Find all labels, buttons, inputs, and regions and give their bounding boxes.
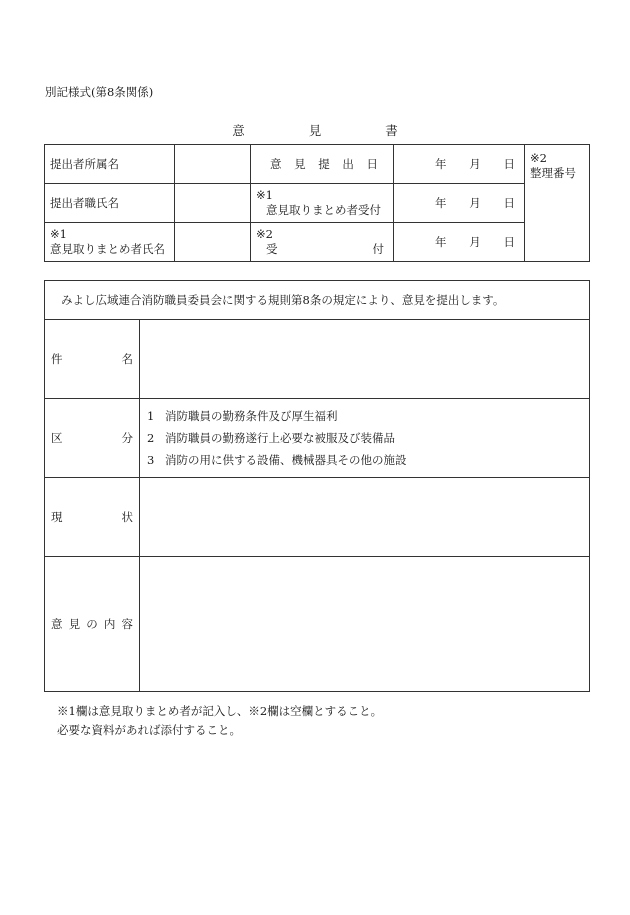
compiler-note: ※1 bbox=[50, 227, 67, 241]
compiler-label: 意見取りまとめ者氏名 bbox=[50, 242, 165, 256]
accept-label-cell bbox=[251, 223, 394, 262]
accept-label-1: 受 bbox=[266, 242, 278, 256]
submitter-name-label: 提出者職氏名 bbox=[45, 184, 175, 223]
submitter-dept-label: 提出者所属名 bbox=[45, 145, 175, 184]
submission-date-label bbox=[251, 145, 394, 184]
form-label: 別記様式(第8条関係) bbox=[45, 85, 154, 99]
submission-date-label-char: 見 bbox=[294, 156, 306, 171]
opinion-table bbox=[44, 280, 590, 692]
current-status-label: 現 状 bbox=[45, 478, 140, 557]
category-label: 区 分 bbox=[45, 399, 140, 478]
category-option-2[interactable]: 2 消防職員の勤務遂行上必要な被服及び装備品 bbox=[147, 431, 395, 445]
submission-date-label-char: 意 bbox=[270, 156, 282, 171]
submission-date-field[interactable] bbox=[394, 145, 525, 184]
receipt-label: 意見取りまとめ者受付 bbox=[266, 203, 381, 217]
current-status-field[interactable] bbox=[140, 478, 590, 557]
submission-date-label-char: 日 bbox=[366, 156, 378, 171]
receipt-date-field[interactable] bbox=[394, 184, 525, 223]
accept-date-field[interactable] bbox=[394, 223, 525, 262]
submitter-dept-field[interactable] bbox=[175, 145, 251, 184]
header-table bbox=[44, 144, 590, 262]
subject-label: 件 名 bbox=[45, 320, 140, 399]
submitter-name-field[interactable] bbox=[175, 184, 251, 223]
year-label: 年 bbox=[435, 195, 447, 210]
receipt-note: ※1 bbox=[256, 188, 273, 202]
month-label: 月 bbox=[469, 156, 481, 171]
day-label: 日 bbox=[503, 234, 515, 249]
submission-date-label-char: 出 bbox=[342, 156, 354, 171]
category-option-3[interactable]: 3 消防の用に供する設備、機械器具その他の施設 bbox=[147, 453, 407, 467]
accept-note: ※2 bbox=[256, 227, 273, 241]
month-label: 月 bbox=[469, 195, 481, 210]
opinion-content-field[interactable] bbox=[140, 557, 590, 692]
footnote-1: ※1欄は意見取りまとめ者が記入し、※2欄は空欄とすること。 bbox=[57, 704, 383, 718]
ref-note: ※2 bbox=[530, 151, 547, 165]
day-label: 日 bbox=[503, 195, 515, 210]
day-label: 日 bbox=[503, 156, 515, 171]
year-label: 年 bbox=[435, 234, 447, 249]
category-options[interactable] bbox=[140, 399, 590, 478]
month-label: 月 bbox=[469, 234, 481, 249]
reference-number-cell[interactable] bbox=[525, 145, 590, 262]
intro-statement: みよし広域連合消防職員委員会に関する規則第8条の規定により、意見を提出します。 bbox=[45, 281, 590, 320]
year-label: 年 bbox=[435, 156, 447, 171]
page-title: 意見書 bbox=[232, 123, 462, 138]
receipt-label-cell bbox=[251, 184, 394, 223]
ref-label: 整理番号 bbox=[530, 166, 576, 180]
submission-date-label-char: 提 bbox=[318, 156, 330, 171]
opinion-content-label: 意 見 の 内 容 bbox=[45, 557, 140, 692]
accept-label-2: 付 bbox=[372, 242, 384, 256]
category-option-1[interactable]: 1 消防職員の勤務条件及び厚生福利 bbox=[147, 409, 338, 423]
compiler-name-field[interactable] bbox=[175, 223, 251, 262]
footnote-2: 必要な資料があれば添付すること。 bbox=[57, 723, 241, 737]
subject-field[interactable] bbox=[140, 320, 590, 399]
compiler-label-cell bbox=[45, 223, 175, 262]
